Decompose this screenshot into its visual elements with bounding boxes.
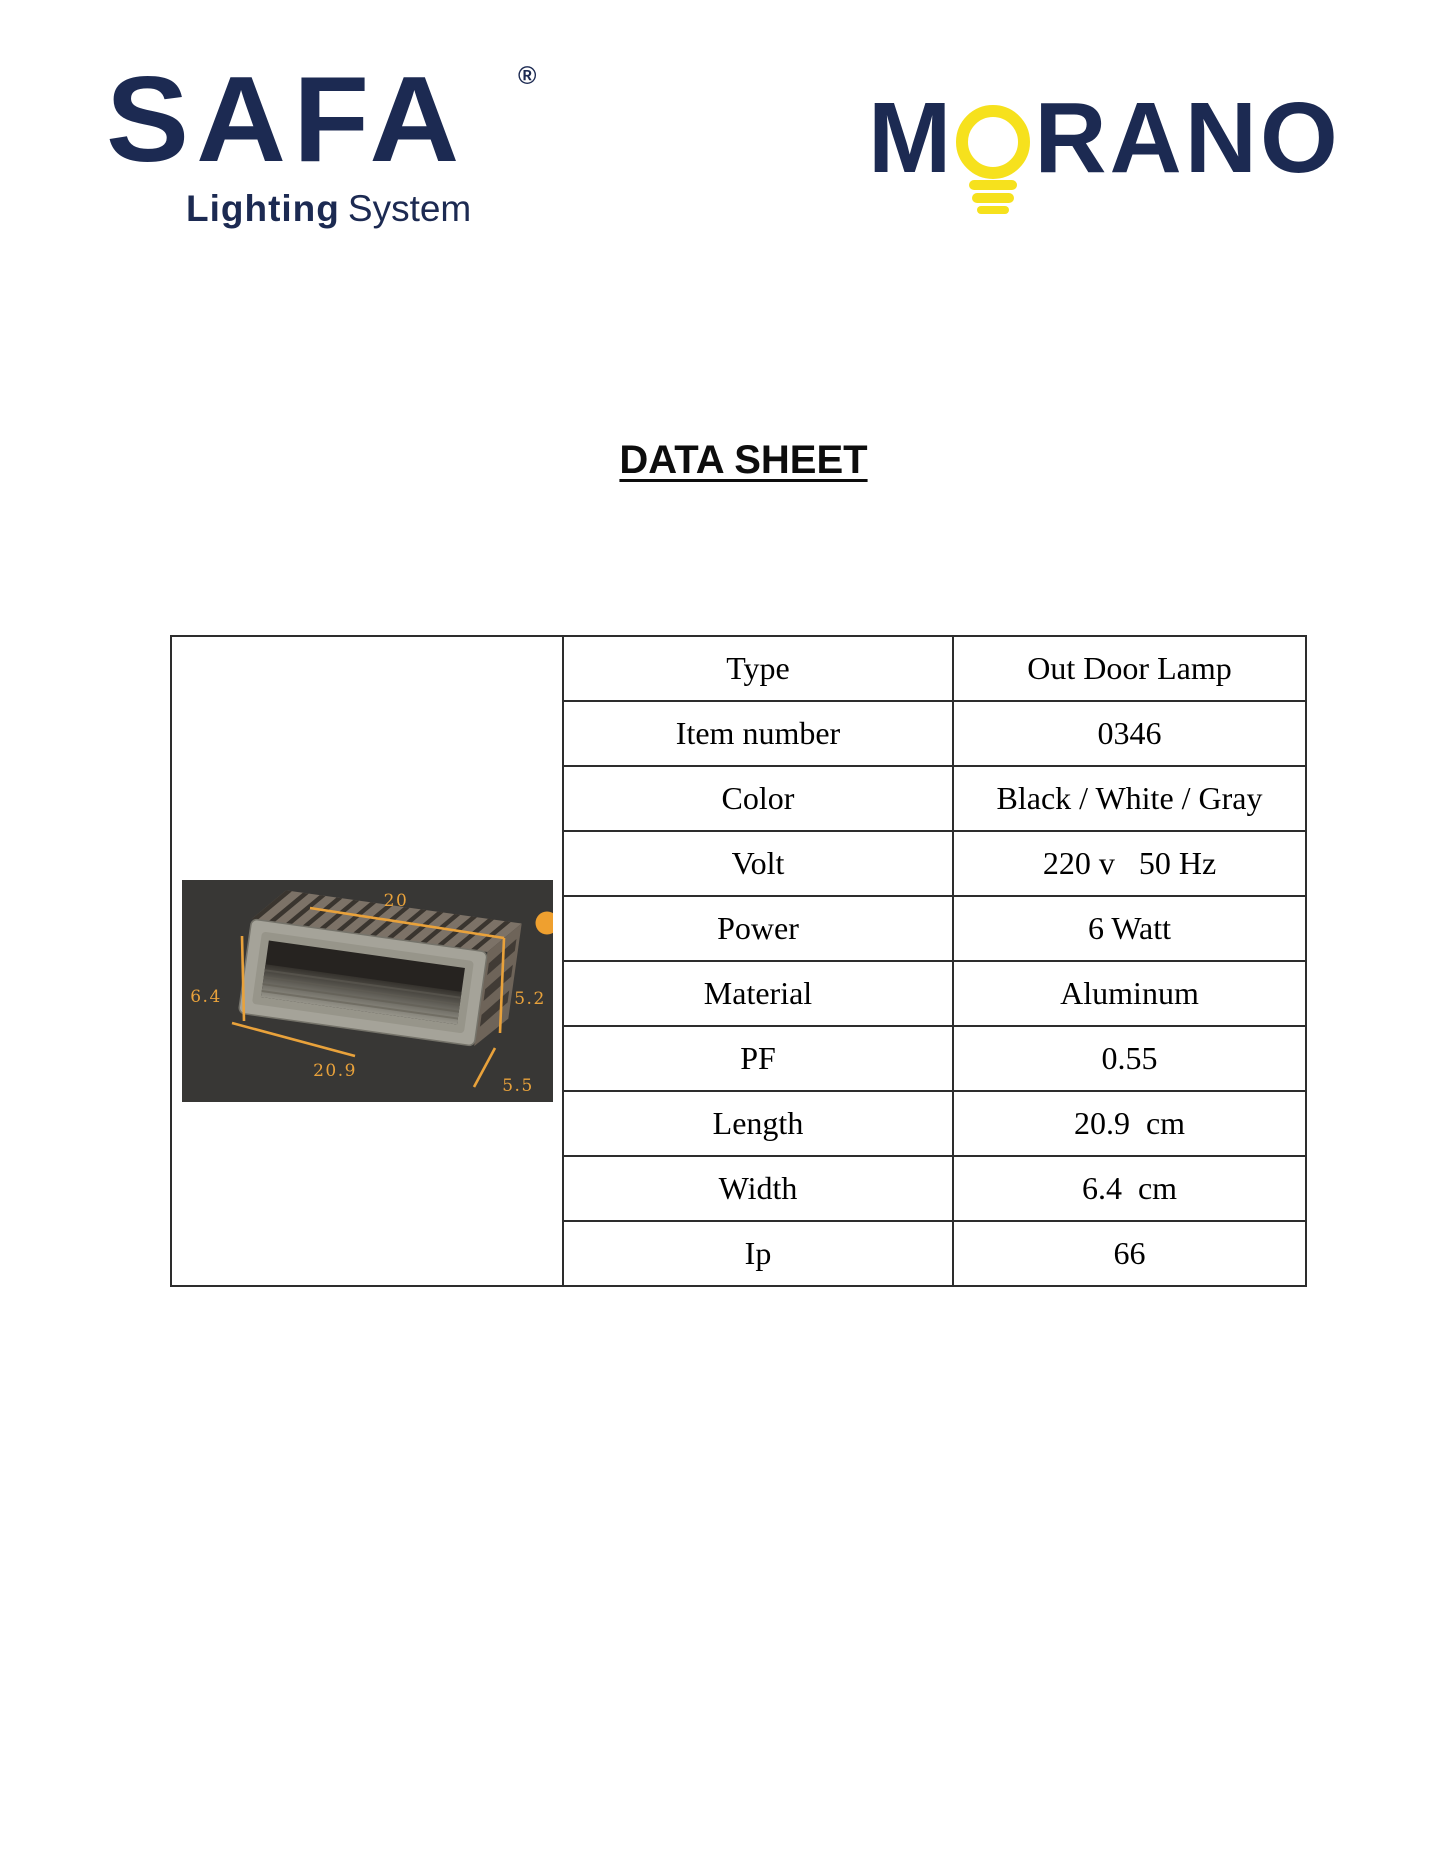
- spec-value: Out Door Lamp: [952, 637, 1305, 700]
- page-title: [0, 438, 1445, 483]
- page-title-text: DATA SHEET: [619, 438, 868, 482]
- spec-label: Volt: [562, 832, 952, 895]
- spec-value: Aluminum: [952, 962, 1305, 1025]
- spec-label: Ip: [562, 1222, 952, 1285]
- spec-table: [170, 635, 1307, 1287]
- dim-top-label: 20: [383, 891, 409, 911]
- spec-label: Type: [562, 637, 952, 700]
- table-row: [562, 1155, 1305, 1220]
- spec-value: 66: [952, 1222, 1305, 1285]
- lightbulb-icon: [956, 104, 1032, 214]
- spec-label: PF: [562, 1027, 952, 1090]
- table-row: [562, 637, 1305, 700]
- table-row: [562, 765, 1305, 830]
- registered-trademark-icon: ®: [518, 62, 537, 90]
- table-row: [562, 895, 1305, 960]
- dim-depth-label: 5.5: [502, 1076, 534, 1096]
- safa-brand-text: SAFA: [106, 51, 467, 187]
- dim-right-label: 5.2: [514, 989, 546, 1009]
- table-row: [562, 830, 1305, 895]
- safa-tagline-lighting: Lighting: [186, 188, 340, 229]
- safa-logo: [106, 51, 537, 229]
- spec-value: 0.55: [952, 1027, 1305, 1090]
- morano-text-m: M: [868, 82, 955, 194]
- morano-text-rano: RANO: [1034, 82, 1341, 194]
- spec-value: 220 v 50 Hz: [952, 832, 1305, 895]
- dim-bottom-label: 20.9: [313, 1061, 357, 1081]
- dim-left-label: 6.4: [190, 987, 222, 1007]
- spec-label: Length: [562, 1092, 952, 1155]
- morano-logo: [868, 82, 1341, 214]
- spec-value: Black / White / Gray: [952, 767, 1305, 830]
- safa-tagline-system: System: [347, 188, 472, 229]
- spec-value: 6.4 cm: [952, 1157, 1305, 1220]
- spec-value: 20.9 cm: [952, 1092, 1305, 1155]
- table-row: [562, 1090, 1305, 1155]
- spec-label: Item number: [562, 702, 952, 765]
- product-image: [182, 880, 553, 1102]
- spec-value: 6 Watt: [952, 897, 1305, 960]
- table-row: [562, 960, 1305, 1025]
- spec-value: 0346: [952, 702, 1305, 765]
- spec-rows: [562, 637, 1305, 1285]
- product-image-cell: [172, 637, 562, 1285]
- table-row: [562, 1025, 1305, 1090]
- table-row: [562, 700, 1305, 765]
- safa-tagline: [186, 188, 471, 230]
- table-row: [562, 1220, 1305, 1285]
- spec-label: Width: [562, 1157, 952, 1220]
- spec-label: Color: [562, 767, 952, 830]
- spec-label: Material: [562, 962, 952, 1025]
- spec-label: Power: [562, 897, 952, 960]
